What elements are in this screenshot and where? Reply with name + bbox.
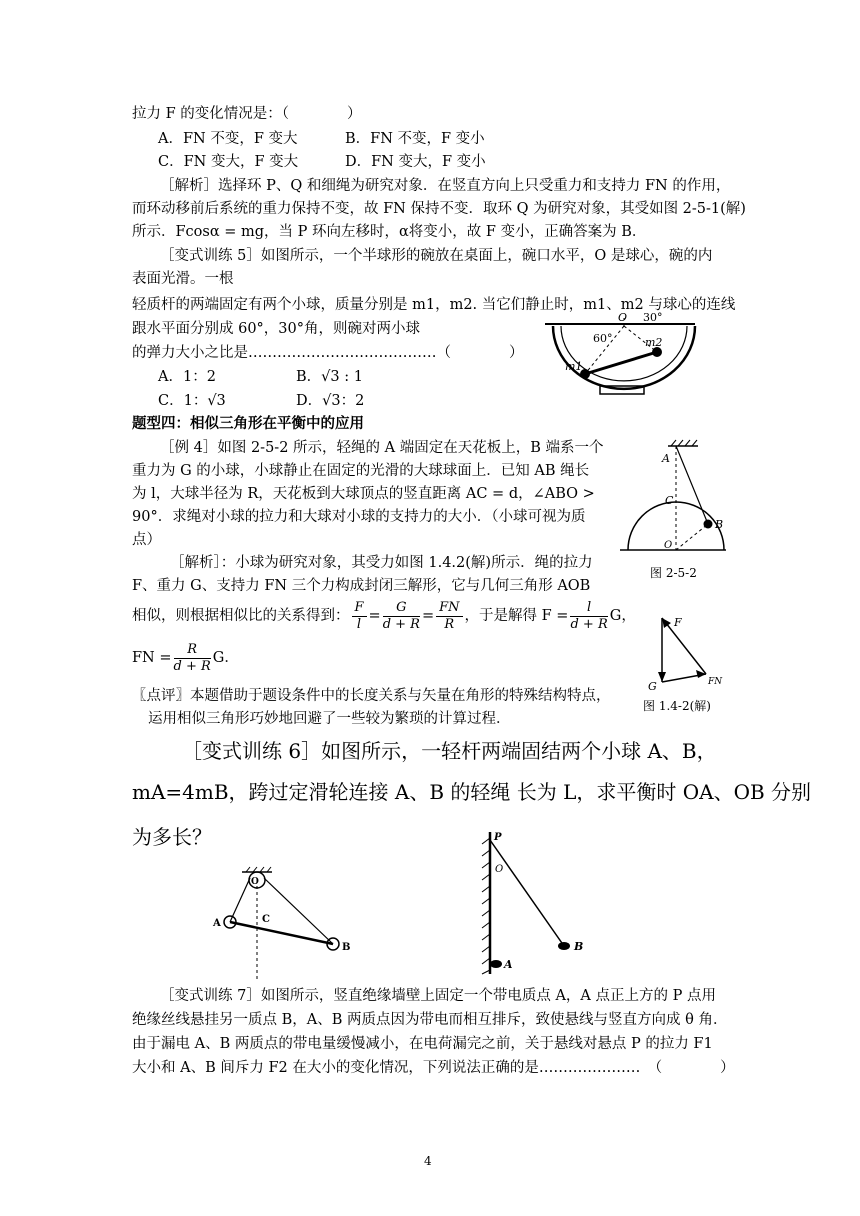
- fraction-l-dr: [570, 600, 607, 633]
- fig-label-c: C: [665, 494, 674, 507]
- fig2-label-g: G: [648, 680, 657, 693]
- example4-comment-2: 运用相似三角形巧妙地回避了一些较为繁琐的计算过程．: [148, 711, 511, 727]
- fn-suffix: G．: [212, 650, 239, 666]
- fraction-den: R: [444, 616, 455, 632]
- fraction-num: FN: [436, 600, 462, 617]
- pulley-label-o: O: [251, 877, 259, 887]
- q-prev-option-b: B．FN 不变，F 变小: [345, 131, 485, 147]
- bowl-figure: [545, 311, 705, 398]
- ex7-line-3: 由于漏电 A、B 两质点的带电量缓慢减小，在电荷漏完之前，关于悬线对悬点 P 的拉力 F1: [132, 1036, 713, 1052]
- fig-label-b: B: [715, 518, 724, 531]
- q-prev-option-d: D．FN 变大，F 变小: [345, 154, 486, 170]
- q-prev-option-c: C．FN 变大，F 变大: [158, 154, 299, 170]
- fig2-label-f: F: [674, 616, 682, 629]
- ex5-line-3: 轻质杆的两端固定有两个小球，质量分别是 m1，m2. 当它们静止时，m1、m2 与球心的连线: [132, 297, 736, 313]
- fraction-num: R: [174, 642, 211, 659]
- q-prev-analysis-3: 所示．Fcosα = mg，当 P 环向左移时，α将变小，故 F 变小，正确答案为 B．: [132, 224, 647, 240]
- ex7-line-2: 绝缘丝线悬挂另一质点 B，A、B 两质点因为带电而相互排斥，致使悬线与竖直方向成 θ 角．: [132, 1012, 728, 1028]
- ex6-line-2: mA=4mB，跨过定滑轮连接 A、B 的轻绳 长为 L，求平衡时 OA、OB 分别: [132, 780, 812, 804]
- topic4-heading: 题型四：相似三角形在平衡中的应用: [132, 415, 364, 432]
- fraction-fn-r: [436, 600, 462, 633]
- example4-comment-1: 〖点评〗本题借助于题设条件中的长度关系与矢量在角形的特殊结构特点，: [132, 688, 611, 704]
- figure-1-4-2: [640, 612, 730, 692]
- fraction-den: d + R: [382, 616, 420, 632]
- wall-label-a: A: [504, 958, 513, 971]
- ex5-option-b: B．√3 : 1: [296, 369, 363, 385]
- example4-line-2: 重力为 G 的小球，小球静止在固定的光滑的大球球面上．已知 AB 绳长: [132, 463, 590, 479]
- figure-2-5-2: [618, 440, 728, 555]
- ex5-option-c: C．1：√3: [158, 393, 226, 409]
- q-prev-stem: 拉力 F 的变化情况是：（ ）: [132, 106, 362, 122]
- pulley-label-a: A: [213, 918, 221, 929]
- example4-line-1: ［例 4］如图 2-5-2 所示，轻绳的 A 端固定在天花板上，B 端系一个: [160, 440, 604, 456]
- example4-analysis-2: F、重力 G、支持力 FN 三个力构成封闭三解形，它与几何三角形 AOB: [132, 578, 591, 594]
- example4-equation-line: 相似，则根据相似比的关系得到： $\frac{F}{l}$ = $\frac{G}{d + R}$ = $\frac{FN}{R}$ ，于是解得 F = $\frac{l}{d + R}$ G，: [132, 599, 636, 632]
- wall-label-o: O: [495, 864, 504, 875]
- ex6-line-3: 为多长？: [132, 825, 212, 849]
- ex7-line-1: ［变式训练 7］如图所示，竖直绝缘墙壁上固定一个带电质点 A，A 点正上方的 P 点用: [160, 988, 716, 1004]
- fig2-label-fn: FN: [708, 677, 723, 687]
- ex5-line-4: 跟水平面分别成 60°，30°角，则碗对两小球: [132, 321, 421, 337]
- fraction-num: G: [383, 600, 420, 617]
- eq-suffix: G，: [609, 608, 636, 624]
- wall-figure: [470, 828, 600, 978]
- fig-label-o: O: [664, 540, 673, 551]
- figure-1-4-2-caption: 图 1.4-2(解): [643, 699, 711, 713]
- fraction-den: d + R: [570, 616, 608, 632]
- pulley-label-c: C: [262, 914, 270, 925]
- example4-fn-line: [132, 640, 239, 676]
- ex5-line-1: ［变式训练 5］如图所示，一个半球形的碗放在桌面上，碗口水平，O 是球心，碗的内: [160, 248, 713, 264]
- ex7-line-4: 大小和 A、B 间斥力 F2 在大小的变化情况，下列说法正确的是………………… （ ）: [132, 1060, 735, 1076]
- wall-label-b: B: [574, 940, 584, 953]
- pulley-figure: [200, 864, 360, 984]
- fraction-num: F: [352, 600, 367, 617]
- fraction-r-dr: [174, 642, 211, 675]
- ex5-line-5: 的弹力大小之比是…………………………………（ ）: [132, 345, 524, 361]
- ex5-option-d: D．√3：2: [296, 393, 365, 409]
- ex5-line-2: 表面光滑。一根: [132, 271, 234, 287]
- fraction-den: d + R: [173, 658, 211, 674]
- example4-analysis-1: ［解析］：小球为研究对象，其受力如图 1.4.2(解)所示．绳的拉力: [170, 555, 593, 571]
- bowl-label-60: 60°: [593, 332, 613, 345]
- fraction-f-l: [352, 600, 367, 633]
- example4-line-5: 点）: [132, 532, 161, 548]
- wall-label-p: P: [494, 832, 502, 843]
- eq-middle: ，于是解得 F =: [464, 608, 569, 624]
- q-prev-analysis-1: ［解析］选择环 P、Q 和细绳为研究对象．在竖直方向上只受重力和支持力 FN 的作用，: [160, 178, 731, 194]
- q-prev-analysis-2: 而环动移前后系统的重力保持不变，故 FN 保持不变．取环 Q 为研究对象，其受如图 2-5-1(解): [132, 201, 746, 217]
- fraction-g-dr: [383, 600, 420, 633]
- q-prev-option-a: A．FN 不变，F 变大: [158, 131, 298, 147]
- fig-label-a: A: [662, 452, 670, 465]
- bowl-label-30: 30°: [643, 311, 663, 324]
- bowl-label-m1: m1: [565, 360, 583, 373]
- figure-2-5-2-caption: 图 2-5-2: [650, 566, 697, 580]
- pulley-label-b: B: [342, 942, 351, 953]
- example4-line-4: 90°．求绳对小球的拉力和大球对小球的支持力的大小．（小球可视为质: [132, 509, 586, 525]
- eq-prefix: 相似，则根据相似比的关系得到：: [132, 608, 350, 624]
- fraction-den: l: [356, 616, 362, 632]
- ex6-line-1: ［变式训练 6］如图所示，一轻杆两端固结两个小球 A、B，: [182, 739, 717, 763]
- bowl-label-o: O: [618, 311, 628, 324]
- fraction-num: l: [570, 600, 607, 617]
- page-number: 4: [424, 1154, 432, 1168]
- fn-prefix: FN =: [132, 650, 172, 666]
- bowl-label-m2: m2: [645, 336, 663, 349]
- ex5-option-a: A．1：2: [158, 369, 216, 385]
- example4-line-3: 为 l，大球半径为 R，天花板到大球顶点的竖直距离 AC = d，∠ABO >: [132, 486, 595, 502]
